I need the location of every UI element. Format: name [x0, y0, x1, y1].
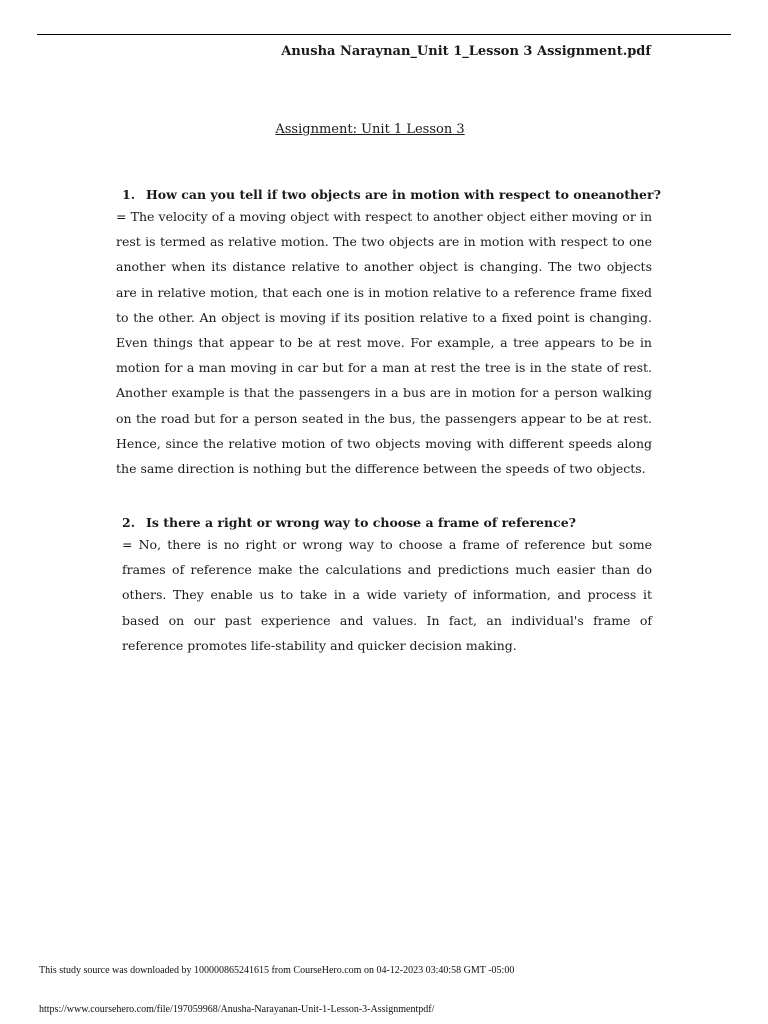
question-number: 1. — [122, 187, 136, 202]
question-block-2 — [116, 514, 652, 658]
question-text: How can you tell if two objects are in motion with respect to oneanother? — [146, 187, 661, 202]
question-number: 2. — [122, 515, 136, 530]
download-notice: This study source was downloaded by 100000865241615 from CourseHero.com on 04-12-2023 03:40:58 GMT -05:00 — [39, 965, 515, 976]
header-divider — [37, 34, 731, 35]
file-title: Anusha Naraynan_Unit 1_Lesson 3 Assignment.pdf — [281, 44, 651, 59]
question-block-1 — [116, 186, 661, 481]
question-text: Is there a right or wrong way to choose a frame of reference? — [146, 515, 576, 530]
question-heading — [116, 186, 661, 204]
answer-text: = No, there is no right or wrong way to choose a frame of reference but some frames of reference make the calculations and predictions much easier than do others. They enable us to take in a wide variety of information, and process it based on our past experience and values. In fact, an individual's frame of reference promotes life-stability and quicker decision making. — [122, 537, 652, 653]
page-title: Assignment: Unit 1 Lesson 3 — [275, 122, 465, 137]
answer-text: = The velocity of a moving object with respect to another object either moving or in rest is termed as relative motion. The two objects are in motion with respect to one another when its distance relative to another object is changing. The two objects are in relative motion, that each one is in motion relative to a reference frame fixed to the other. An object is moving if its position relative to a fixed point is changing. Even things that appear to be at rest move. For example, a tree appears to be in motion for a man moving in car but for a man at rest the tree is in the state of rest. Another example is that the passengers in a bus are in motion for a person walking on the road but for a person seated in the bus, the passengers appear to be at rest. Hence, since the relative motion of two objects moving with different speeds along the same direction is nothing but the difference between the speeds of two objects. — [116, 209, 652, 477]
source-url-link[interactable]: https://www.coursehero.com/file/197059968/Anusha-Narayanan-Unit-1-Lesson-3-Assignmentpdf/ — [39, 1004, 435, 1015]
question-heading — [116, 514, 652, 532]
